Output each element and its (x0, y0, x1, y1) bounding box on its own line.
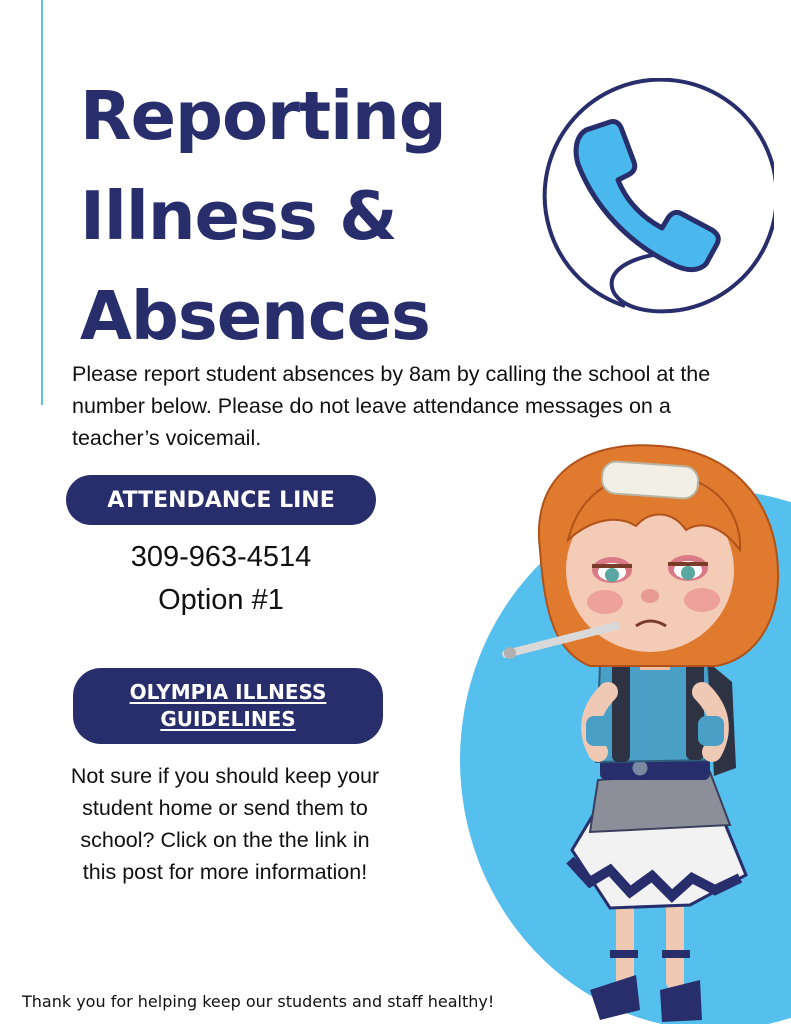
footer-text: Thank you for helping keep our students and staff healthy! (22, 992, 495, 1011)
attendance-info (66, 536, 376, 622)
page-title (80, 66, 446, 366)
guidelines-description: Not sure if you should keep your student home or send them to school? Click on the the link in this post for more information! (70, 764, 380, 884)
title-line-2: Illness & (80, 177, 397, 255)
guidelines-label-line-1: OLYMPIA ILLNESS (129, 680, 327, 704)
title-line-3: Absences (80, 277, 430, 355)
title-line-1: Reporting (80, 77, 446, 155)
attendance-option: Option #1 (158, 584, 284, 616)
phone-icon (530, 78, 774, 318)
attendance-phone-number: 309-963-4514 (130, 541, 312, 573)
intro-text: Please report student absences by 8am by calling the school at the number below. Please do not leave attendance messages on a teacher’s voicemail. (72, 362, 711, 450)
illness-guidelines-link[interactable] (73, 668, 383, 744)
guidelines-label-line-2: GUIDELINES (160, 707, 296, 731)
attendance-line-badge: ATTENDANCE LINE (66, 475, 376, 525)
accent-line (41, 0, 43, 405)
sick-student-illustration (440, 430, 791, 1024)
